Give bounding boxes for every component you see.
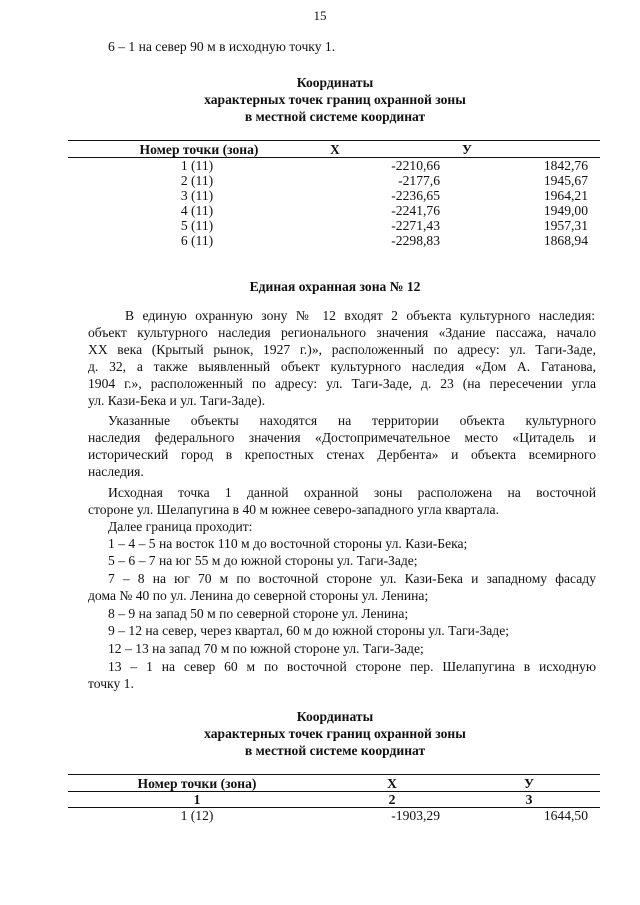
table1-heading [60,74,610,125]
point-cell: 4 (11) [180,203,214,218]
table1-heading-line: Координаты [296,75,374,90]
text-line: дома № 40 по ул. Ленина до северной стороны ул. Ленина; [88,588,429,603]
x-cell: -1903,29 [391,808,440,823]
text-line: 1904 г.», расположенный по адресу: ул. Таги-Заде, д. 23 (на пересечении угла [88,376,596,391]
x-cell: -2241,76 [391,203,440,218]
table-row [68,218,600,233]
x-cell: -2271,43 [391,218,440,233]
point-cell: 1 (12) [180,808,214,823]
y-cell: 1957,31 [543,218,588,233]
index-cell: 2 [326,792,458,808]
table-row [68,158,600,174]
intro-line: 6 – 1 на север 90 м в исходную точку 1. [108,39,336,54]
column-header-point: Номер точки (зона) [68,141,326,158]
text-line: Далее граница проходит: [108,519,253,534]
text-line: точку 1. [88,676,134,691]
text-line: 5 – 6 – 7 на юг 55 м до южной стороны ул. Таги-Заде; [108,553,418,568]
coordinates-table-1 [68,140,600,248]
y-cell: 1964,21 [543,188,588,203]
point-cell: 3 (11) [180,188,214,203]
point-cell: 6 (11) [180,233,214,248]
table2-heading-line: характерных точек границ охранной зоны [204,726,466,741]
table-header-row [68,775,600,792]
y-cell: 1644,50 [543,808,588,823]
point-cell: 1 (11) [180,158,214,173]
table2-heading [60,708,610,759]
table1-heading-line: в местной системе координат [244,109,426,124]
text-line: 7 – 8 на юг 70 м по восточной стороне ул. Кази-Бека и западному фасаду [108,571,596,586]
table-row [68,203,600,218]
zone-title: Единая охранная зона № 12 [249,279,421,294]
page-number: 15 [313,8,327,23]
index-cell: 3 [458,792,600,808]
text-line: исторический город в крепостных стенах Дербента» и объекта всемирного [88,447,596,462]
table1-heading-line: характерных точек границ охранной зоны [204,92,466,107]
y-cell: 1868,94 [543,233,588,248]
text-line: 1 – 4 – 5 на восток 110 м до восточной стороны ул. Кази-Бека; [108,536,468,551]
text-line: В единую охранную зону № 12 входят 2 объекта культурного наследия: [125,308,595,323]
table-row [68,233,600,248]
column-header-y: У [458,775,600,792]
text-line: ул. Кази-Бека и ул. Таги-Заде). [88,393,266,408]
text-line: наследия федерального значения «Достопримечательное место «Цитадель и [88,430,596,445]
text-line: 9 – 12 на север, через квартал, 60 м до южной стороны ул. Таги-Заде; [108,623,510,638]
column-header-point: Номер точки (зона) [68,775,326,792]
x-cell: -2210,66 [391,158,440,173]
point-cell: 2 (11) [180,173,214,188]
y-cell: 1842,76 [543,158,588,173]
text-line: наследия. [88,464,144,479]
table-row [68,173,600,188]
text-line: 12 – 13 на запад 70 м по южной стороне ул. Таги-Заде; [108,641,424,656]
x-cell: -2177,6 [398,173,440,188]
y-cell: 1949,00 [543,203,588,218]
text-line: объект культурного наследия регионального значения «Здание пассажа, начало [88,325,596,340]
column-header-x: X [326,141,458,158]
x-cell: -2236,65 [391,188,440,203]
column-index-row [68,792,600,808]
coordinates-table-2 [68,774,600,823]
column-header-x: X [326,775,458,792]
table-row [68,808,600,824]
point-cell: 5 (11) [180,218,214,233]
table2-heading-line: Координаты [296,709,374,724]
table-row [68,188,600,203]
text-line: XX века (Крытый рынок, 1927 г.)», расположенный по адресу: ул. Таги-Заде, [88,342,596,357]
table-header-row [68,141,600,158]
x-cell: -2298,83 [391,233,440,248]
column-header-y: У [458,141,600,158]
table2-heading-line: в местной системе координат [244,743,426,758]
text-line: стороне ул. Шелапугина в 40 м южнее северо-западного угла квартала. [88,502,499,517]
text-line: 8 – 9 на запад 50 м по северной стороне ул. Ленина; [108,606,409,621]
index-cell: 1 [68,792,326,808]
text-line: 13 – 1 на север 60 м по восточной стороне пер. Шелапугина в исходную [108,659,596,674]
y-cell: 1945,67 [543,173,588,188]
text-line: Исходная точка 1 данной охранной зоны расположена на восточной [108,485,596,500]
text-line: д. 32, а также выявленный объект культурного наследия «Дом А. Гатанова, [88,359,596,374]
text-line: Указанные объекты находятся на территории объекта культурного [108,413,596,428]
